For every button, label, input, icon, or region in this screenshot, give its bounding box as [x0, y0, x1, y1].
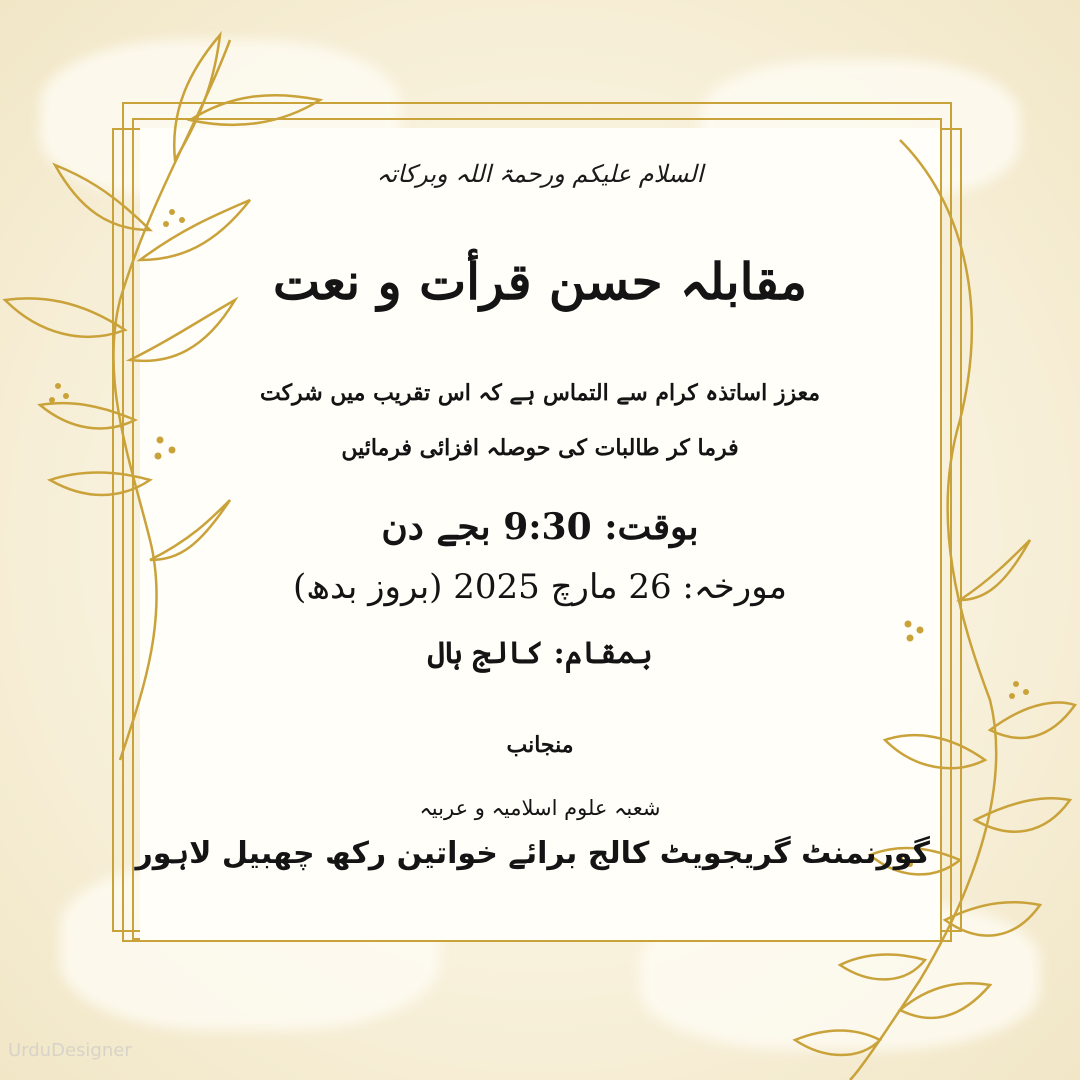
event-time: بوقت: 9:30 بجے دن — [381, 506, 699, 548]
event-date: مورخہ: 26 مارچ 2025 (بروز بدھ) — [292, 567, 788, 607]
college-name: گورنمنٹ گریجویٹ کالج برائے خواتین رکھ چھبیل لاہور — [135, 836, 930, 871]
invitation-text-line-2: فرما کر طالبات کی حوصلہ افزائی فرمائیں — [341, 435, 739, 461]
event-title: مقابلہ حسن قرأت و نعت — [272, 252, 807, 311]
department-name: شعبہ علوم اسلامیہ و عربیہ — [419, 796, 661, 820]
watermark: UrduDesigner — [8, 1040, 132, 1061]
event-venue: بمقام: کالج ہال — [427, 636, 653, 671]
from-label: منجانب — [506, 732, 574, 758]
greeting-calligraphy: السلام علیکم ورحمۃ اللہ وبرکاتہ — [376, 160, 704, 188]
invitation-text-line-1: معزز اساتذہ کرام سے التماس ہے کہ اس تقریب میں شرکت — [259, 380, 820, 406]
